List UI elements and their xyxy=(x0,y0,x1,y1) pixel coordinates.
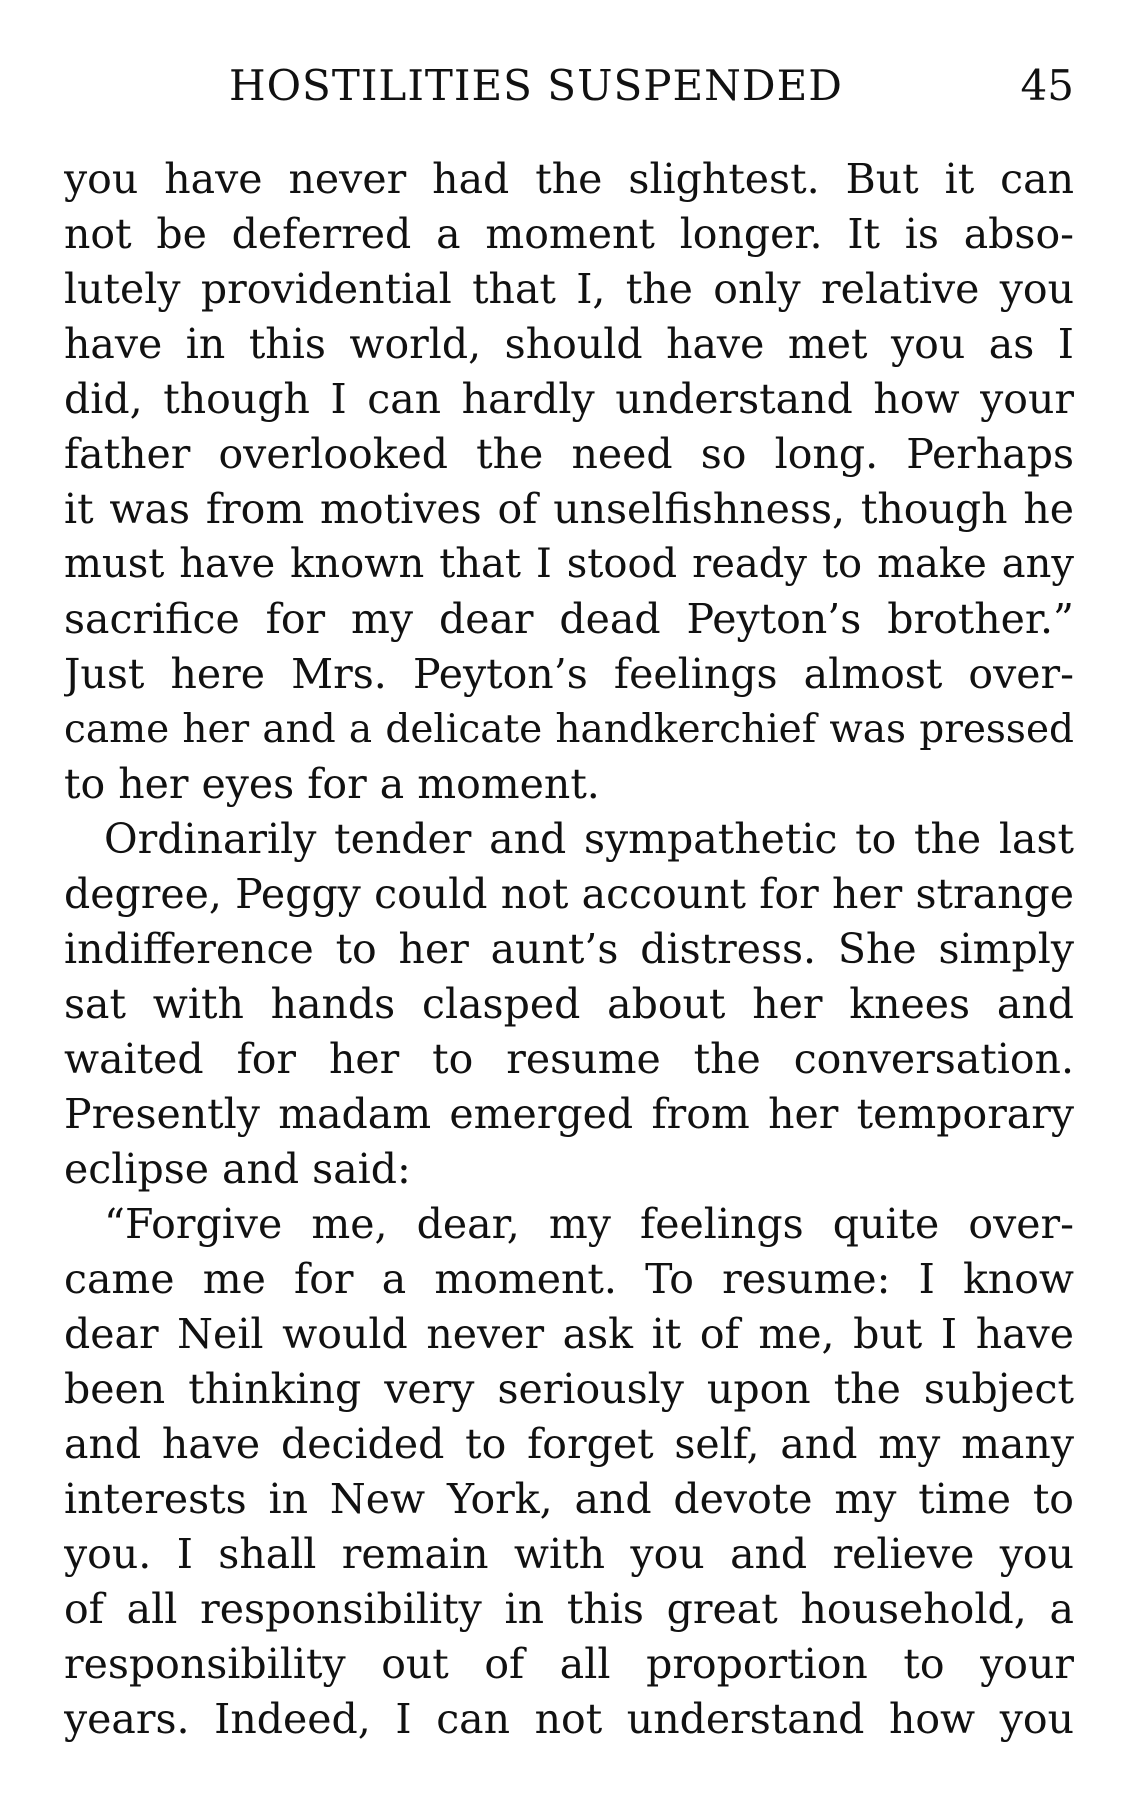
paragraph-3 xyxy=(64,1197,1074,1747)
text-line: to her eyes for a moment. xyxy=(64,760,600,808)
text-line: did, though I can hardly understand how your xyxy=(64,375,1074,423)
text-line: it was from motives of unselfishness, though he xyxy=(64,485,1074,533)
running-head xyxy=(64,56,1074,116)
text-line: Just here Mrs. Peyton’s feelings almost over- xyxy=(64,650,1074,698)
text-line: you have never had the slightest. But it can xyxy=(64,155,1074,203)
text-line: interests in New York, and devote my time to xyxy=(64,1475,1074,1523)
text-line: not be deferred a moment longer. It is abso- xyxy=(64,210,1074,258)
text-line: been thinking very seriously upon the subject xyxy=(64,1365,1074,1413)
text-line: sacrifice for my dear dead Peyton’s brother.” xyxy=(64,595,1074,643)
text-line: have in this world, should have met you as I xyxy=(64,320,1074,368)
text-line: Ordinarily tender and sympathetic to the last xyxy=(104,815,1074,863)
text-line: you. I shall remain with you and relieve you xyxy=(64,1530,1074,1578)
text-line: “Forgive me, dear, my feelings quite over- xyxy=(104,1200,1074,1248)
text-line: sat with hands clasped about her knees and xyxy=(64,980,1074,1028)
text-line: eclipse and said: xyxy=(64,1145,411,1193)
running-title: HOSTILITIES SUSPENDED xyxy=(229,61,843,110)
text-line: came her and a delicate handkerchief was pressed xyxy=(64,707,1074,752)
text-line: waited for her to resume the conversation. xyxy=(64,1035,1074,1083)
text-line: father overlooked the need so long. Perhaps xyxy=(64,430,1074,478)
text-line: dear Neil would never ask it of me, but I have xyxy=(64,1310,1074,1358)
text-line: of all responsibility in this great household, a xyxy=(64,1585,1074,1633)
text-line: came me for a moment. To resume: I know xyxy=(64,1255,1074,1303)
page-number: 45 xyxy=(1020,61,1074,110)
text-line: and have decided to forget self, and my many xyxy=(64,1420,1074,1468)
text-line: lutely providential that I, the only relative you xyxy=(64,265,1074,313)
text-line: years. Indeed, I can not understand how you xyxy=(64,1695,1074,1743)
paragraph-1 xyxy=(64,152,1074,812)
text-line: must have known that I stood ready to make any xyxy=(64,541,1074,587)
text-line: responsibility out of all proportion to your xyxy=(64,1640,1074,1688)
body-text xyxy=(64,152,1074,1747)
paragraph-2 xyxy=(64,812,1074,1197)
text-line: indifference to her aunt’s distress. She simply xyxy=(64,925,1074,973)
text-line: Presently madam emerged from her temporary xyxy=(64,1090,1074,1138)
text-line: degree, Peggy could not account for her strange xyxy=(64,870,1074,918)
